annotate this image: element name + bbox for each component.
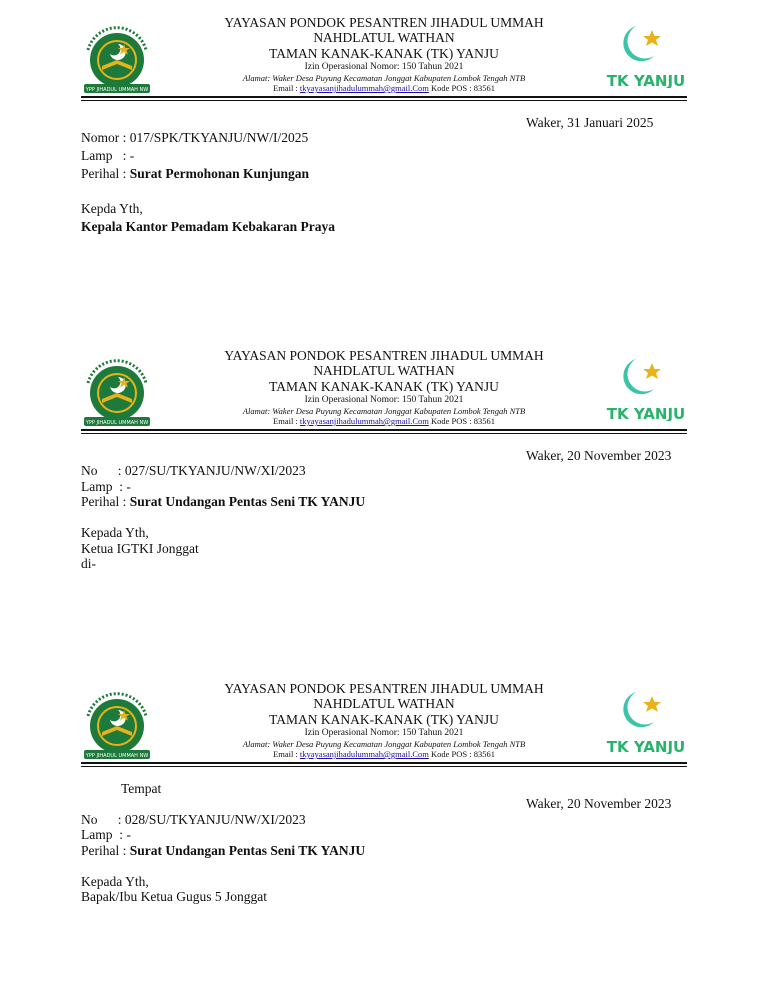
letter-number: 027/SU/TKYANJU/NW/XI/2023 bbox=[124, 463, 306, 478]
contact-line: Email : tkyayasanjihadulummah@gmail.Com Kode POS : 83561 bbox=[273, 83, 495, 93]
letter-number: 017/SPK/TKYANJU/NW/I/2025 bbox=[129, 130, 309, 145]
email-link[interactable]: tkyayasanjihadulummah@gmail.Com bbox=[299, 416, 429, 426]
addressee-greeting: Kepda Yth, bbox=[81, 201, 143, 216]
svg-text:YPP JIHADUL UMMAH NW: YPP JIHADUL UMMAH NW bbox=[85, 420, 149, 426]
attachment-line: Lamp : - bbox=[81, 479, 131, 494]
letter-1 bbox=[0, 14, 768, 334]
addressee-name: Kepala Kantor Pemadam Kebakaran Praya bbox=[81, 219, 335, 234]
header-rule-thin bbox=[81, 766, 687, 767]
foundation-name: YAYASAN PONDOK PESANTREN JIHADUL UMMAH bbox=[224, 681, 544, 696]
number-line: Nomor : 017/SPK/TKYANJU/NW/I/2025 bbox=[81, 130, 309, 145]
svg-text:TK YANJU: TK YANJU bbox=[606, 738, 686, 754]
foundation-name: YAYASAN PONDOK PESANTREN JIHADUL UMMAH bbox=[224, 348, 544, 363]
subject-line: Perihal : Surat Undangan Pentas Seni TK YANJU bbox=[81, 494, 366, 509]
svg-text:YPP JIHADUL UMMAH NW: YPP JIHADUL UMMAH NW bbox=[85, 87, 149, 93]
email-link[interactable]: tkyayasanjihadulummah@gmail.Com bbox=[299, 83, 429, 93]
header-rule-thick bbox=[81, 96, 687, 98]
contact-line: Email : tkyayasanjihadulummah@gmail.Com Kode POS : 83561 bbox=[273, 749, 495, 759]
organization-name: NAHDLATUL WATHAN bbox=[313, 363, 455, 378]
address-text: Alamat: Waker Desa Puyung Kecamatan Jonggat Kabupaten Lombok Tengah NTB bbox=[242, 739, 526, 749]
subject-value: Surat Permohonan Kunjungan bbox=[129, 166, 310, 181]
letter-date: Waker, 31 Januari 2025 bbox=[526, 115, 654, 130]
letterhead bbox=[0, 680, 768, 760]
addressee-name: Ketua IGTKI Jonggat bbox=[81, 541, 199, 556]
letter-date: Waker, 20 November 2023 bbox=[526, 448, 672, 463]
school-name: TAMAN KANAK-KANAK (TK) YANJU bbox=[269, 46, 499, 61]
organization-name: NAHDLATUL WATHAN bbox=[313, 30, 455, 45]
permit-text: Izin Operasional Nomor: 150 Tahun 2021 bbox=[304, 395, 464, 405]
address-text: Alamat: Waker Desa Puyung Kecamatan Jonggat Kabupaten Lombok Tengah NTB bbox=[242, 406, 526, 416]
header-rule-thin bbox=[81, 433, 687, 434]
header-rule-thick bbox=[81, 429, 687, 431]
email-link[interactable]: tkyayasanjihadulummah@gmail.Com bbox=[299, 749, 429, 759]
subject-line: Perihal : Surat Permohonan Kunjungan bbox=[81, 166, 310, 181]
addressee-name: Bapak/Ibu Ketua Gugus 5 Jonggat bbox=[81, 889, 267, 904]
subject-line: Perihal : Surat Undangan Pentas Seni TK YANJU bbox=[81, 843, 366, 858]
address-text: Alamat: Waker Desa Puyung Kecamatan Jonggat Kabupaten Lombok Tengah NTB bbox=[242, 73, 526, 83]
foundation-logo-icon bbox=[80, 686, 154, 762]
addressee-location: di- bbox=[81, 556, 96, 571]
letter-3 bbox=[0, 680, 768, 999]
number-line: No : 028/SU/TKYANJU/NW/XI/2023 bbox=[81, 812, 306, 827]
subject-value: Surat Undangan Pentas Seni TK YANJU bbox=[129, 843, 366, 858]
permit-text: Izin Operasional Nomor: 150 Tahun 2021 bbox=[304, 62, 464, 72]
svg-text:TK YANJU: TK YANJU bbox=[606, 405, 686, 421]
tk-yanju-logo-icon bbox=[598, 349, 694, 421]
foundation-logo-icon bbox=[80, 20, 154, 96]
letter-date: Waker, 20 November 2023 bbox=[526, 796, 672, 811]
subject-value: Surat Undangan Pentas Seni TK YANJU bbox=[129, 494, 366, 509]
foundation-name: YAYASAN PONDOK PESANTREN JIHADUL UMMAH bbox=[224, 15, 544, 30]
tk-yanju-logo-icon bbox=[598, 16, 694, 88]
letter-number: 028/SU/TKYANJU/NW/XI/2023 bbox=[124, 812, 306, 827]
organization-name: NAHDLATUL WATHAN bbox=[313, 696, 455, 711]
attachment-line: Lamp : - bbox=[81, 827, 131, 842]
place-text: Tempat bbox=[121, 781, 162, 796]
letter-2 bbox=[0, 347, 768, 667]
addressee-greeting: Kepada Yth, bbox=[81, 874, 149, 889]
school-name: TAMAN KANAK-KANAK (TK) YANJU bbox=[269, 379, 499, 394]
foundation-logo-icon bbox=[80, 353, 154, 429]
school-name: TAMAN KANAK-KANAK (TK) YANJU bbox=[269, 712, 499, 727]
attachment-line: Lamp : - bbox=[81, 148, 135, 163]
tk-yanju-logo-icon bbox=[598, 682, 694, 754]
svg-text:YPP JIHADUL UMMAH NW: YPP JIHADUL UMMAH NW bbox=[85, 753, 149, 759]
number-line: No : 027/SU/TKYANJU/NW/XI/2023 bbox=[81, 463, 306, 478]
contact-line: Email : tkyayasanjihadulummah@gmail.Com Kode POS : 83561 bbox=[273, 416, 495, 426]
header-rule-thick bbox=[81, 762, 687, 764]
permit-text: Izin Operasional Nomor: 150 Tahun 2021 bbox=[304, 728, 464, 738]
letterhead bbox=[0, 347, 768, 427]
letterhead bbox=[0, 14, 768, 94]
addressee-greeting: Kepada Yth, bbox=[81, 525, 149, 540]
svg-text:TK YANJU: TK YANJU bbox=[606, 72, 686, 88]
header-rule-thin bbox=[81, 100, 687, 101]
